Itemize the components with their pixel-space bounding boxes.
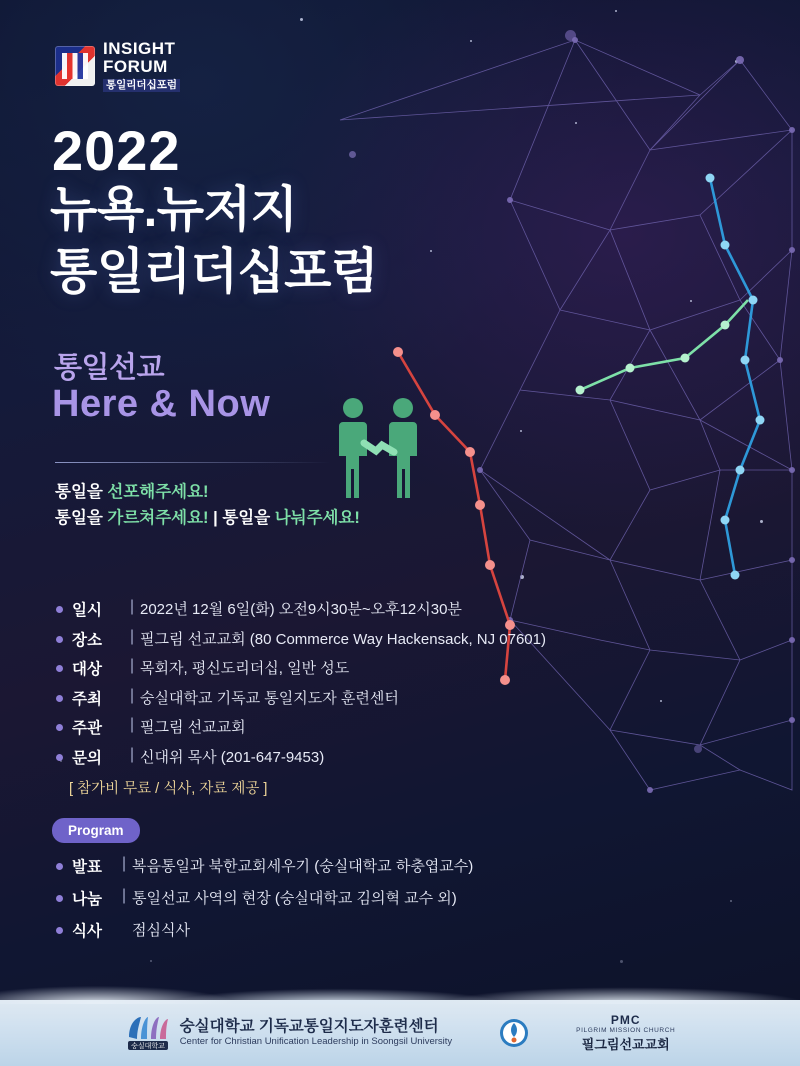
pmc-abbr: PMC bbox=[610, 1013, 641, 1027]
list-item bbox=[52, 716, 672, 738]
page-title bbox=[50, 180, 378, 303]
logo-line-3: 통일리더십포럼 bbox=[103, 79, 180, 92]
page-title-year: 2022 bbox=[52, 119, 181, 182]
logo-line-2: FORUM bbox=[103, 56, 168, 76]
soongsil-emblem-icon bbox=[125, 1013, 171, 1053]
info-value: 필그림 선교교회 (80 Commerce Way Hackensack, NJ 07601) bbox=[140, 630, 546, 648]
info-list bbox=[52, 598, 672, 798]
bullet-icon bbox=[56, 695, 63, 702]
list-item bbox=[52, 657, 672, 679]
insight-forum-logo bbox=[55, 40, 180, 92]
separator: | bbox=[129, 745, 134, 763]
svg-text:숭실대학교: 숭실대학교 bbox=[130, 1043, 165, 1050]
program-value: 통일선교 사역의 현장 (숭실대학교 김의혁 교수 외) bbox=[132, 890, 457, 907]
info-label: 장소 bbox=[72, 631, 102, 649]
program-value: 점심식사 bbox=[132, 922, 190, 939]
program-value: 복음통일과 북한교회세우기 (숭실대학교 하충엽교수) bbox=[132, 858, 474, 875]
info-value: 숭실대학교 기독교 통일지도자 훈련센터 bbox=[140, 689, 399, 707]
program-label: 식사 bbox=[72, 923, 102, 940]
program-label: 발표 bbox=[72, 859, 102, 876]
info-value: 목회자, 평신도리더십, 일반 성도 bbox=[140, 660, 350, 677]
slogan-2d: 나눠주세요! bbox=[274, 508, 360, 527]
bullet-icon bbox=[56, 724, 63, 731]
separator: | bbox=[121, 887, 126, 904]
handshake-figures-icon bbox=[330, 395, 426, 499]
separator: | bbox=[129, 657, 134, 674]
footer bbox=[0, 1000, 800, 1066]
page-title-line-1: 뉴욕.뉴저지 bbox=[50, 183, 298, 237]
divider bbox=[55, 462, 330, 463]
bullet-icon bbox=[56, 754, 63, 761]
slogan-2c: | 통일을 bbox=[208, 508, 275, 527]
separator: | bbox=[129, 686, 134, 704]
footer-soongsil bbox=[125, 1013, 452, 1053]
separator: | bbox=[129, 598, 134, 615]
page-title-line-2: 통일리더십포럼 bbox=[50, 244, 378, 299]
bullet-icon bbox=[56, 863, 63, 870]
subtitle-korean: 통일선교 bbox=[54, 352, 165, 384]
slogan bbox=[55, 480, 360, 531]
list-item bbox=[52, 887, 692, 909]
pmc-name-en: PILGRIM MISSION CHURCH bbox=[576, 1027, 676, 1034]
list-item bbox=[52, 687, 672, 709]
bullet-icon bbox=[56, 895, 63, 902]
subtitle-english: Here & Now bbox=[52, 383, 271, 425]
list-item bbox=[52, 598, 672, 620]
unification-center-emblem-icon bbox=[498, 1016, 530, 1050]
footer-pmc bbox=[576, 1013, 675, 1053]
info-label: 주관 bbox=[72, 720, 102, 737]
slogan-2b: 가르쳐주세요! bbox=[107, 508, 209, 527]
program-badge: Program bbox=[52, 818, 140, 843]
program-label: 나눔 bbox=[72, 891, 102, 908]
info-value: 2022년 12월 6일(화) 오전9시30분~오후12시30분 bbox=[140, 601, 462, 618]
separator: | bbox=[129, 627, 134, 645]
logo-line-1: INSIGHT bbox=[103, 39, 176, 58]
bullet-icon bbox=[56, 606, 63, 613]
info-label: 대상 bbox=[72, 661, 102, 678]
info-label: 주최 bbox=[72, 690, 102, 708]
list-item bbox=[52, 919, 692, 941]
slogan-1a: 통일을 bbox=[55, 483, 108, 501]
soongsil-name-en: Center for Christian Unification Leadership in Soongsil University bbox=[179, 1036, 453, 1048]
list-item bbox=[52, 855, 692, 877]
soongsil-name-ko: 숭실대학교 기독교통일지도자훈련센터 bbox=[179, 1018, 439, 1036]
info-label: 문의 bbox=[72, 749, 102, 767]
flag-stripes-icon bbox=[55, 46, 95, 86]
separator: | bbox=[121, 855, 126, 872]
info-label: 일시 bbox=[72, 602, 102, 619]
program-list bbox=[52, 855, 692, 951]
separator: | bbox=[129, 716, 134, 733]
info-value: 필그림 선교교회 bbox=[140, 719, 246, 736]
fee-note: [ 참가비 무료 / 식사, 자료 제공 ] bbox=[69, 780, 268, 797]
slogan-1b: 선포해주세요! bbox=[107, 483, 209, 501]
pmc-name-ko: 필그림선교교회 bbox=[581, 1037, 670, 1052]
info-value: 신대위 목사 (201-647-9453) bbox=[140, 748, 325, 766]
list-item bbox=[52, 746, 672, 768]
slogan-2a: 통일을 bbox=[55, 508, 108, 527]
bullet-icon bbox=[56, 636, 63, 643]
bullet-icon bbox=[56, 927, 63, 934]
bullet-icon bbox=[56, 665, 63, 672]
list-item bbox=[52, 628, 672, 650]
